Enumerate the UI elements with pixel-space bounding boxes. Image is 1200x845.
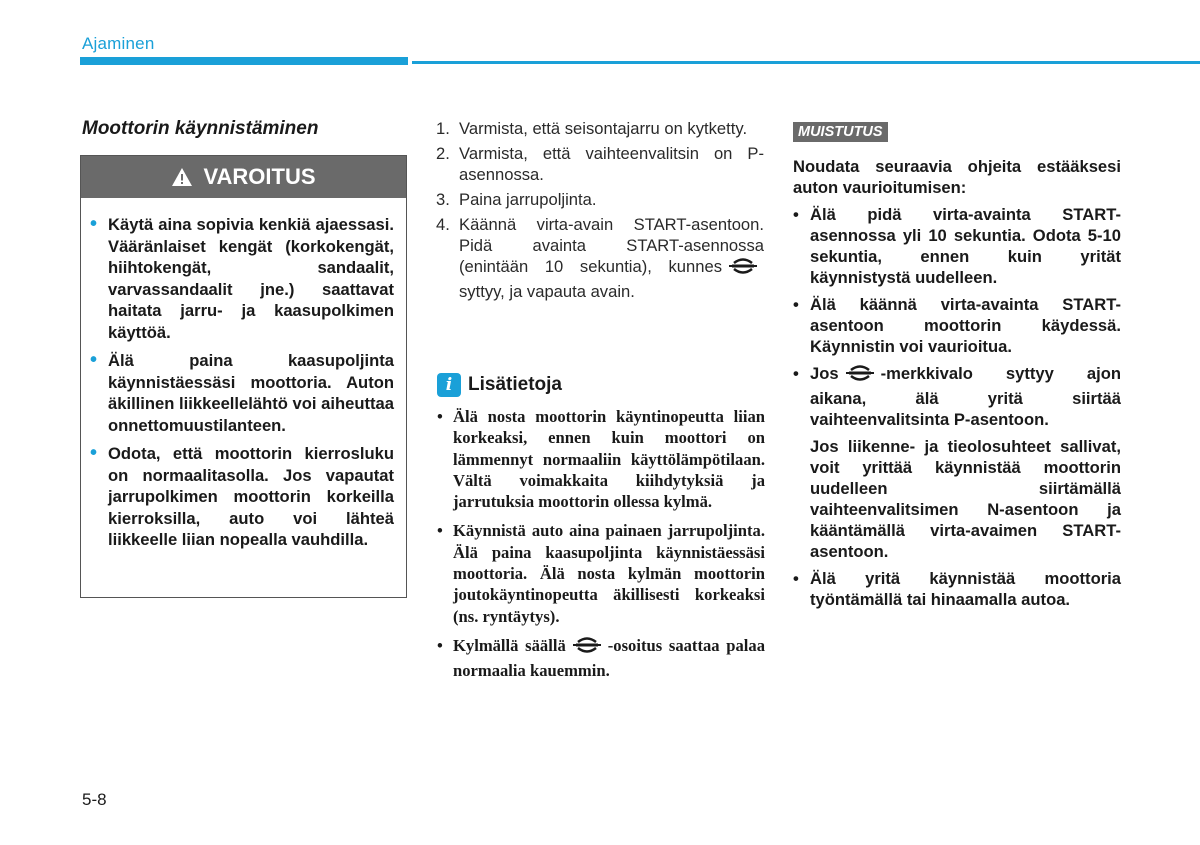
note-item: • Älä pidä virta-avainta START-asennossa yli 10 sekuntia. Odota 5-10 sekuntia, ennen kuin yrität käynnistystä uudelleen.	[793, 204, 1121, 288]
page-number: 5-8	[82, 790, 107, 809]
warning-triangle-icon	[171, 167, 193, 187]
warning-list	[81, 198, 406, 551]
note-item: • Älä yritä käynnistää moottoria työntämällä tai hinaamalla autoa.	[793, 568, 1121, 610]
header-rule	[412, 61, 1200, 64]
step-number: 1.	[436, 119, 450, 138]
note-intro: Noudata seuraavia ohjeita estääksesi auton vaurioitumisen:	[793, 157, 1121, 197]
note-list	[793, 204, 1121, 616]
step-item	[436, 214, 764, 302]
note-item-text: -merkkivalo syttyy ajon aikana, älä yritä siirtää vaihteenvalitsinta P-asentoon.	[810, 364, 1121, 429]
step-text: Varmista, että vaihteenvalitsin on P-asennossa.	[459, 144, 764, 184]
header-bar-accent	[80, 57, 408, 65]
section-header: Ajaminen	[82, 34, 155, 53]
warning-header	[81, 156, 406, 198]
info-item: • Käynnistä auto aina painaen jarrupoljinta. Älä paina kaasupoljinta käynnistäessäsi moottoria. Älä nosta kylmän moottorin joutokäyntinopeutta äkillisesti korkeaksi (ns. ryntäytys).	[437, 520, 765, 626]
glow-plug-icon	[845, 363, 875, 388]
step-item	[436, 189, 764, 210]
note-item-sub: Jos liikenne- ja tieolosuhteet sallivat, voit yrittää käynnistää moottorin uudelleen siirtämällä vaihteenvalitsimen N-asentoon ja kääntämällä virta-avaimen START-asentoon.	[810, 437, 1121, 561]
note-item-text: Jos	[810, 364, 839, 383]
glow-plug-icon	[572, 635, 602, 660]
warning-box	[80, 155, 407, 598]
warning-item: • Odota, että moottorin kierrosluku on normaalitasolla. Jos vapautat jarrupolkimen moottorin korkeilla kierroksilla, auto voi lähteä liikkeelle liian nopealla vauhdilla.	[108, 443, 394, 551]
glow-plug-icon	[728, 256, 758, 281]
section-title: Moottorin käynnistäminen	[82, 118, 319, 139]
step-item	[436, 143, 764, 185]
warning-item: • Käytä aina sopivia kenkiä ajaessasi. Vääränlaiset kengät (korkokengät, hiihtokengät, sandaalit, varvassandaalit jne.) saattavat haitata jarru- ja kaasupolkimen käyttöä.	[108, 214, 394, 343]
warning-label: VAROITUS	[203, 164, 316, 189]
step-text: Käännä virta-avain START-asentoon. Pidä avainta START-asennossa (enintään 10 sekuntia), kunnes	[459, 215, 764, 276]
warning-item: • Älä paina kaasupoljinta käynnistäessäsi moottoria. Auton äkillinen liikkeellelähtö voi aiheuttaa onnettomuustilanteen.	[108, 350, 394, 436]
info-icon: i	[437, 373, 461, 397]
info-title: Lisätietoja	[468, 374, 562, 395]
info-item-text: -osoitus saattaa palaa normaalia kauemmin.	[453, 635, 766, 681]
step-text: syttyy, ja vapauta avain.	[459, 282, 635, 301]
step-text: Paina jarrupoljinta.	[459, 190, 597, 209]
info-heading	[437, 373, 562, 397]
info-item	[437, 635, 765, 682]
note-badge: MUISTUTUS	[793, 122, 888, 142]
step-text: Varmista, että seisontajarru on kytketty.	[459, 119, 748, 138]
step-number: 2.	[436, 144, 450, 163]
info-item-text: Kylmällä säällä	[453, 635, 566, 655]
step-item	[436, 118, 764, 139]
info-item: • Älä nosta moottorin käyntinopeutta liian korkeaksi, ennen kuin moottori on lämmennyt normaaliin käyttölämpötilaan. Vältä voimakkaita kiihdytyksiä ja jarrutuksia moottorin ollessa kylmä.	[437, 406, 765, 512]
step-number: 3.	[436, 190, 450, 209]
start-steps	[436, 118, 764, 306]
note-item	[793, 363, 1121, 562]
step-number: 4.	[436, 215, 450, 234]
note-item: • Älä käännä virta-avainta START-asentoon moottorin käydessä. Käynnistin voi vaurioitua.	[793, 294, 1121, 357]
info-list	[437, 406, 765, 690]
